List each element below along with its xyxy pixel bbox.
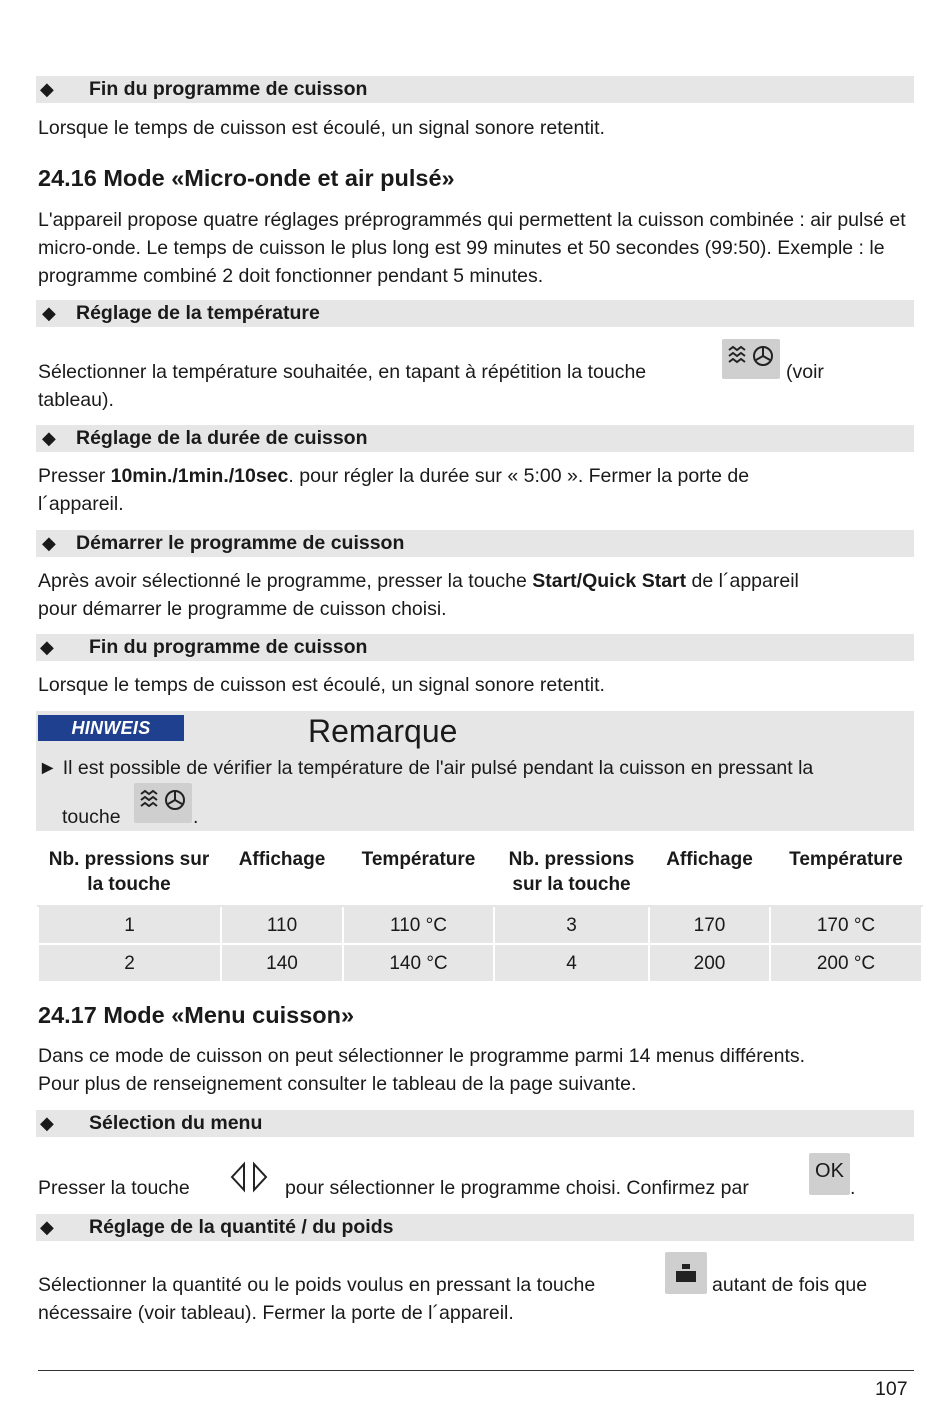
- section-bar-menu: [36, 1110, 914, 1137]
- table-header: Affichage: [221, 839, 343, 906]
- section-heading-24-17: 24.17 Mode «Menu cuisson»: [38, 1002, 355, 1028]
- microwave-fan-icon: [722, 339, 780, 379]
- table-cell: 200: [649, 944, 770, 982]
- table-cell: 110 °C: [343, 906, 494, 944]
- note-box: [36, 711, 914, 831]
- table-header: Température: [343, 839, 494, 906]
- text: pour démarrer le programme de cuisson choisi.: [38, 598, 447, 620]
- table-header-row: [38, 839, 922, 906]
- paragraph: Lorsque le temps de cuisson est écoulé, un signal sonore retentit.: [38, 674, 605, 696]
- diamond-bullet-icon: ◆: [42, 533, 56, 553]
- section-bar-start: [36, 530, 914, 557]
- section-label: Réglage de la quantité / du poids: [89, 1216, 394, 1238]
- text: tableau).: [38, 389, 114, 411]
- ok-key-icon: OK: [809, 1153, 850, 1195]
- paragraph: Dans ce mode de cuisson on peut sélectionner le programme parmi 14 menus différents.: [38, 1045, 806, 1067]
- table-cell: 140 °C: [343, 944, 494, 982]
- section-label: Sélection du menu: [89, 1112, 263, 1134]
- page-number: 107: [875, 1378, 908, 1400]
- hinweis-badge: HINWEIS: [38, 715, 184, 741]
- paragraph-duration: [38, 462, 908, 490]
- text: autant de fois que: [712, 1274, 868, 1296]
- table-row: [38, 906, 922, 944]
- note-text: touche: [62, 806, 121, 828]
- diamond-bullet-icon: ◆: [42, 428, 56, 448]
- text: l´appareil.: [38, 493, 124, 515]
- text: Sélectionner la température souhaitée, en tapant à répétition la touche: [38, 361, 647, 383]
- text: . pour régler la durée sur « 5:00 ». Fermer la porte de: [288, 465, 750, 487]
- section-bar-temperature: [36, 300, 914, 327]
- text: Presser la touche: [38, 1177, 190, 1199]
- note-text: ► Il est possible de vérifier la température de l'air pulsé pendant la cuisson en pressant la: [38, 757, 814, 779]
- bold-text: Start/Quick Start: [532, 570, 687, 592]
- paragraph: Pour plus de renseignement consulter le tableau de la page suivante.: [38, 1073, 637, 1095]
- section-bar-duration: [36, 425, 914, 452]
- section-label: Fin du programme de cuisson: [89, 78, 368, 100]
- footer-rule: [38, 1370, 914, 1371]
- microwave-fan-icon: [134, 783, 192, 823]
- table-row: [38, 944, 922, 982]
- table-cell: 2: [38, 944, 221, 982]
- section-label: Fin du programme de cuisson: [89, 636, 368, 658]
- section-heading-24-16: 24.16 Mode «Micro-onde et air pulsé»: [38, 165, 455, 191]
- bold-text: 10min./1min./10sec: [110, 465, 289, 487]
- text: Presser: [38, 465, 111, 487]
- text: (voir: [786, 361, 824, 383]
- diamond-bullet-icon: ◆: [40, 1217, 54, 1237]
- diamond-bullet-icon: ◆: [40, 1113, 54, 1133]
- text: Sélectionner la quantité ou le poids voulus en pressant la touche: [38, 1274, 596, 1296]
- section-label: Démarrer le programme de cuisson: [76, 532, 405, 554]
- table-cell: 3: [494, 906, 649, 944]
- table-cell: 1: [38, 906, 221, 944]
- diamond-bullet-icon: ◆: [40, 79, 54, 99]
- paragraph-intro: L'appareil propose quatre réglages préprogrammés qui permettent la cuisson combinée : air pulsé et micro-onde. Le temps de cuisson le plus long est 99 minutes et 50 secondes (99:50). Exemple : le programme combiné 2 doit fonctionner pendant 5 minutes.: [38, 209, 906, 287]
- section-bar-quantity: [36, 1214, 914, 1241]
- note-title: Remarque: [308, 713, 458, 749]
- text: pour sélectionner le programme choisi. Confirmez par: [285, 1177, 749, 1199]
- table-cell: 170 °C: [770, 906, 922, 944]
- section-bar-end-program: [36, 76, 914, 103]
- paragraph-start: [38, 567, 908, 595]
- section-bar-end-program-2: [36, 634, 914, 661]
- section-label: Réglage de la température: [76, 302, 320, 324]
- text: de l´appareil: [686, 570, 799, 592]
- section-label: Réglage de la durée de cuisson: [76, 427, 368, 449]
- table-header: Nb. pressions sur la touche: [494, 839, 649, 906]
- table-cell: 140: [221, 944, 343, 982]
- text: .: [193, 806, 199, 828]
- table-header: Température: [770, 839, 922, 906]
- temperature-table: [37, 838, 923, 983]
- text: nécessaire (voir tableau). Fermer la porte de l´appareil.: [38, 1302, 514, 1324]
- diamond-bullet-icon: ◆: [42, 303, 56, 323]
- table-header: Nb. pressions sur la touche: [38, 839, 221, 906]
- table-header: Affichage: [649, 839, 770, 906]
- table-cell: 200 °C: [770, 944, 922, 982]
- left-right-arrows-icon: [226, 1160, 272, 1194]
- text: .: [850, 1177, 856, 1199]
- table-cell: 110: [221, 906, 343, 944]
- table-cell: 4: [494, 944, 649, 982]
- diamond-bullet-icon: ◆: [40, 637, 54, 657]
- table-cell: 170: [649, 906, 770, 944]
- weight-icon: [665, 1252, 707, 1294]
- paragraph: Lorsque le temps de cuisson est écoulé, un signal sonore retentit.: [38, 117, 605, 139]
- text: Après avoir sélectionné le programme, presser la touche: [38, 570, 533, 592]
